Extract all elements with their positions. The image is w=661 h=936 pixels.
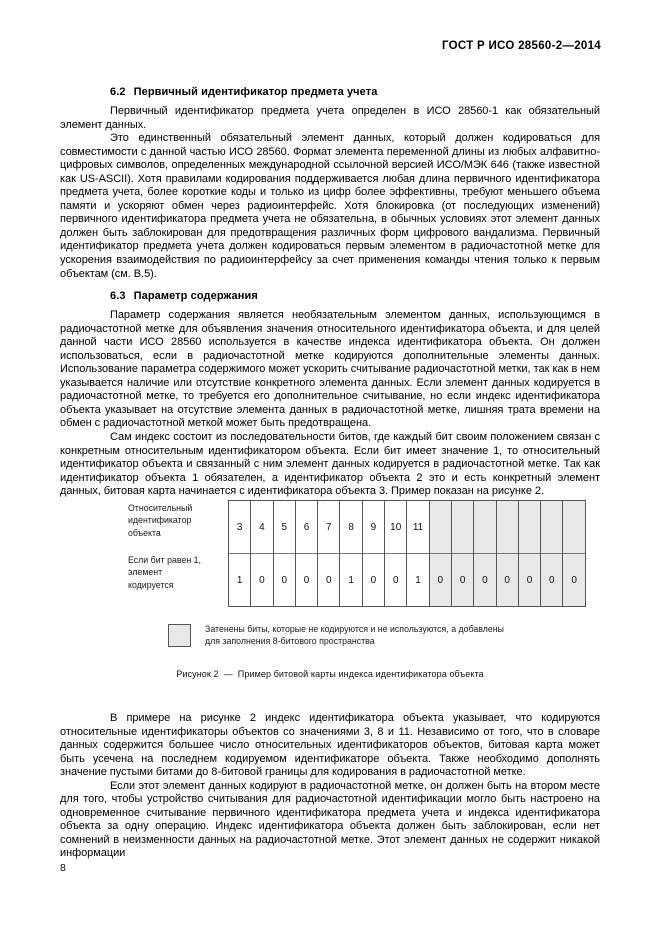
bitmap-bit-cell: 0 bbox=[295, 554, 317, 607]
bitmap-id-cell: 9 bbox=[362, 501, 384, 554]
bitmap-bit-cell: 0 bbox=[385, 554, 407, 607]
row-label-line: кодируется bbox=[128, 579, 174, 590]
bitmap-id-cell: 3 bbox=[229, 501, 251, 554]
bitmap-id-cell: 4 bbox=[251, 501, 273, 554]
figure-legend bbox=[168, 623, 600, 647]
figure-2 bbox=[60, 500, 600, 679]
table-row-bit-values bbox=[229, 554, 586, 607]
row-label-object-identifier bbox=[128, 502, 228, 554]
figure-caption-dash: — bbox=[223, 669, 233, 680]
bitmap-table bbox=[228, 500, 586, 607]
bitmap-id-cell: 7 bbox=[318, 501, 340, 554]
section-number: 6.2 bbox=[110, 86, 126, 98]
legend-text-line: для заполнения 8-битового пространства bbox=[205, 636, 375, 647]
row-label-line: Если бит равен 1, bbox=[128, 555, 201, 565]
row-label-line: элемент bbox=[128, 567, 163, 578]
bitmap-id-cell: 5 bbox=[273, 501, 295, 554]
bitmap-id-cell: 8 bbox=[340, 501, 362, 554]
section-number: 6.3 bbox=[110, 290, 126, 303]
bitmap-id-cell: 6 bbox=[295, 501, 317, 554]
bitmap-bit-cell: 0 bbox=[451, 554, 473, 607]
row-label-line: объекта bbox=[128, 527, 161, 538]
paragraph: Если этот элемент данных кодируют в радиочастотной метке, он должен быть на втором месте для того, чтобы устройство считывания для радиочастотной идентификации могло быть настроено на одновременное считывание первичного идентификатора предмета учета и индекса идентификатора объекта за одну операцию. Индекс идентификатора объекта должен быть заблокирован, если нет сомнений в неизменности данных на радиочастотной метке. Этот элемент данных не содержит никакой информации bbox=[60, 779, 600, 860]
bitmap-id-cell: 10 bbox=[385, 501, 407, 554]
figure-caption-label: Рисунок 2 bbox=[176, 669, 219, 680]
bitmap-diagram bbox=[128, 500, 600, 607]
bitmap-id-cell bbox=[429, 501, 451, 554]
figure-caption-text: Пример битовой карты индекса идентификатора объекта bbox=[237, 669, 484, 680]
section-heading-6-2 bbox=[60, 86, 600, 98]
legend-text-line: Затенены биты, которые не кодируются и не используются, а добавлены bbox=[205, 624, 504, 634]
page-header: ГОСТ Р ИСО 28560-2—2014 bbox=[441, 40, 601, 52]
bitmap-bit-cell: 0 bbox=[273, 554, 295, 607]
bitmap-bit-cell: 0 bbox=[429, 554, 451, 607]
paragraph: Первичный идентификатор предмета учета определен в ИСО 28560-1 как обязательный элемент данных. bbox=[60, 105, 600, 131]
bitmap-id-cell bbox=[474, 501, 496, 554]
legend-text bbox=[205, 623, 504, 647]
paragraph: Параметр содержания является необязательным элементом данных, использующимся в радиочастотной метке для объявления значения относительного идентификатора объекта, и для целей данной части ИСО 28560 используется в качестве индекса идентификатора объекта. Он должен использоваться, если в радиочастотной метке кодируются дополнительные элементы данных. Использование параметра содержимого может ускорить считывание радиочастотной метки, так как в нем указывается наличие или отсутствие конкретного элемента данных. Если элемент данных кодируется в радиочастотной метке, то требуется его дополнительное считывание, но если индекс идентификатора объекта указывает на отсутствие элемента данных в радиочастотной метке, лишняя трата времени на обмен с радиочастотной меткой может быть предотвращена. bbox=[60, 309, 600, 430]
bitmap-id-cell bbox=[496, 501, 518, 554]
table-row-object-ids bbox=[229, 501, 586, 554]
bitmap-bit-cell: 0 bbox=[251, 554, 273, 607]
section-heading-6-3 bbox=[60, 290, 600, 302]
page-content-bottom bbox=[60, 712, 600, 861]
row-label-bit-meaning bbox=[128, 554, 228, 591]
paragraph: Это единственный обязательный элемент данных, который должен кодироваться для совместимости с данной частью ИСО 28560. Формат элемента переменной длины из любых алфавитно-цифровых символов, определенных международной ссылочной версией ИСО/МЭК 646 (также известной как US-ASCII). Хотя правилами кодирования поддерживается любая длина первичного идентификатора предмета учета, более короткие коды и только из цифр более эффективны, требуют меньшего объема памяти и ускоряют обмен через радиоинтерфейс. Хотя блокировка (от последующих изменений) первичного идентификатора предмета учета не обязательна, в обычных условиях этот элемент данных должен быть заблокирован для предотвращения различных форм цифрового вандализма. Первичный идентификатор предмета учета должен кодироваться первым элементом в радиочастотной метке для ускорения взаимодействия по радиоинтерфейсу за счет применения команды чтения только к первым объектам (см. В.5). bbox=[60, 132, 600, 280]
bitmap-bit-cell: 0 bbox=[474, 554, 496, 607]
bitmap-id-cell bbox=[563, 501, 585, 554]
row-label-line: Относительный bbox=[128, 503, 193, 513]
bitmap-bit-cell: 0 bbox=[518, 554, 540, 607]
page-content-top bbox=[60, 86, 600, 499]
bitmap-id-cell bbox=[541, 501, 563, 554]
bitmap-bit-cell: 1 bbox=[229, 554, 251, 607]
bitmap-bit-cell: 0 bbox=[318, 554, 340, 607]
figure-caption bbox=[60, 669, 600, 679]
bitmap-row-labels bbox=[128, 500, 228, 607]
section-title: Параметр содержания bbox=[133, 290, 258, 303]
paragraph: В примере на рисунке 2 индекс идентификатора объекта указывает, что кодируются относительные идентификаторы объектов со значениями 3, 8 и 11. Независимо от того, что в словаре данных содержится большее число относительных идентификаторов объектов, битовая карта может быть усечена на последнем кодируемом идентификаторе объекта. Также необходимо дополнять значение пустыми битами до 8-битовой границы для кодирования в радиочастотной метке. bbox=[60, 712, 600, 779]
bitmap-bit-cell: 0 bbox=[541, 554, 563, 607]
bitmap-id-cell bbox=[518, 501, 540, 554]
bitmap-bit-cell: 0 bbox=[362, 554, 384, 607]
bitmap-bit-cell: 0 bbox=[563, 554, 585, 607]
page-number: 8 bbox=[60, 862, 66, 874]
bitmap-bit-cell: 0 bbox=[496, 554, 518, 607]
bitmap-bit-cell: 1 bbox=[407, 554, 429, 607]
row-label-line: идентификатор bbox=[128, 515, 192, 526]
bitmap-id-cell bbox=[451, 501, 473, 554]
shaded-swatch-icon bbox=[168, 624, 191, 647]
section-title: Первичный идентификатор предмета учета bbox=[133, 86, 378, 98]
bitmap-id-cell: 11 bbox=[407, 501, 429, 554]
paragraph: Сам индекс состоит из последовательности битов, где каждый бит своим положением связан с конкретным относительным идентификатором объекта. Если бит имеет значение 1, то относительный идентификатор объекта и связанный с ним элемент данных кодируется в радиочастотной метке. Так как идентификатор объекта 1 обязателен, а идентификатор объекта 2 это и есть конкретный элемент данных, битовая карта начинается с идентификатора объекта 3. Пример показан на рисунке 2. bbox=[60, 431, 600, 498]
bitmap-bit-cell: 1 bbox=[340, 554, 362, 607]
